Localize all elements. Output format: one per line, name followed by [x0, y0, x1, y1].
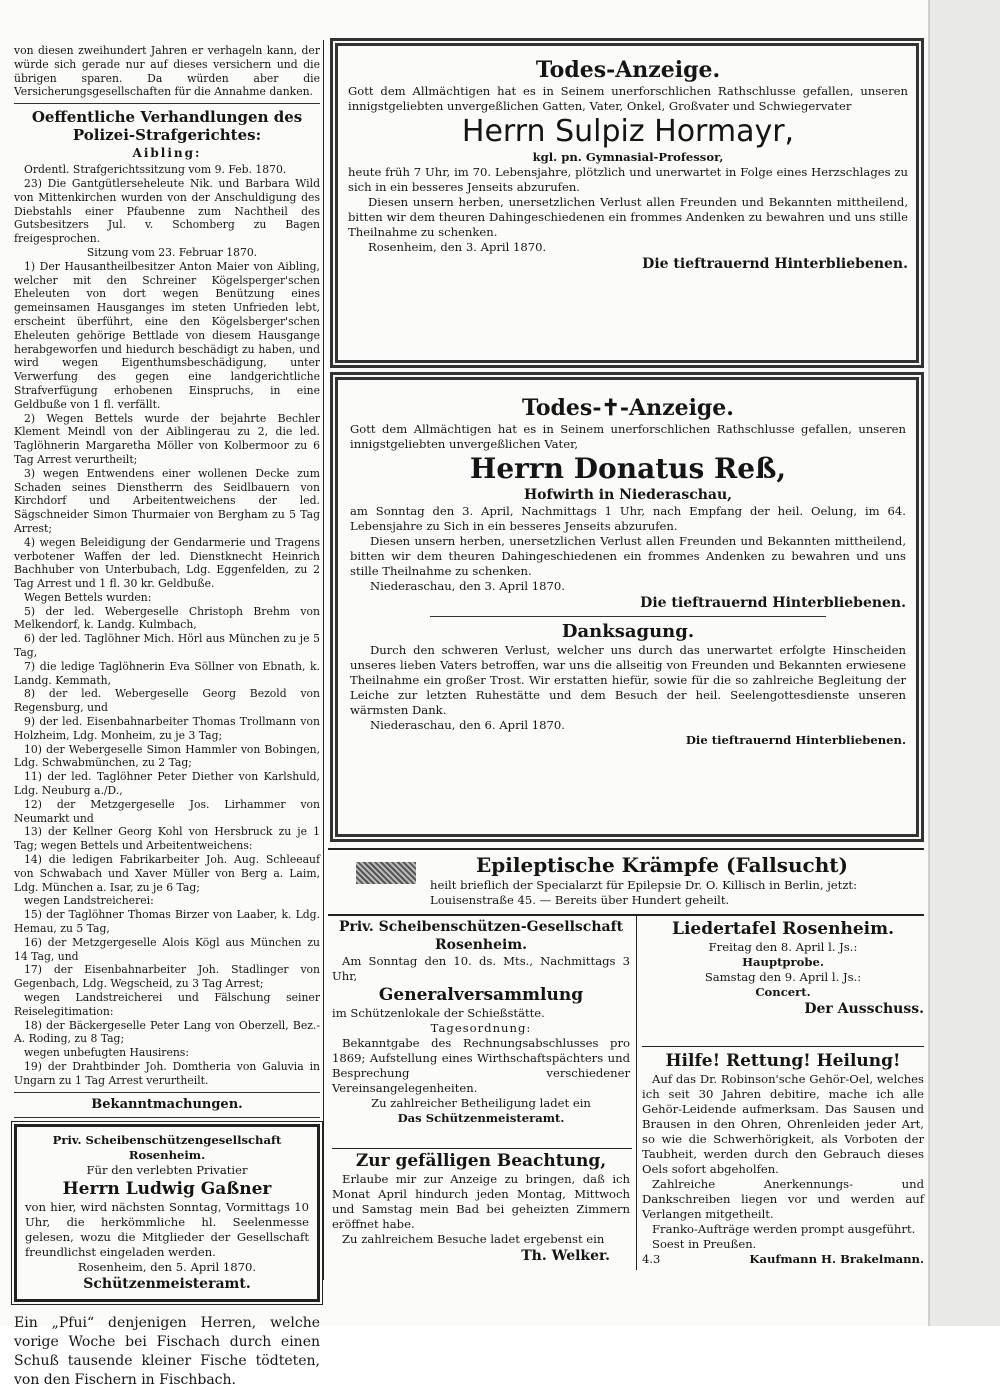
ad-sign: Der Ausschuss.	[804, 1001, 924, 1017]
ad-when: Am Sonntag den 10. ds. Mts., Nachmittags 3 Uhr,	[332, 954, 630, 983]
notice-text: Diesen unsern herben, unersetzlichen Verlust allen Freunden und Bekannten mittheilend, bitten wir dem theuren Dahingeschiedenen ein frommes Andenken zu bewahren und uns stille Theilnahme zu schenken.	[348, 195, 908, 239]
ad-sign: Kaufmann H. Brakelmann.	[749, 1252, 924, 1266]
shooting-club-notice	[14, 1124, 320, 1302]
thanks-title: Danksagung.	[561, 621, 695, 642]
notice-date: Rosenheim, den 3. April 1870.	[368, 240, 547, 254]
paragraph: 9) der led. Eisenbahnarbeiter Thomas Trollmann von Holzheim, Ldg. Monheim, zu je 3 Tag;	[14, 715, 320, 742]
paragraph: 14) die ledigen Fabrikarbeiter Joh. Aug. Schleeauf von Schwabach und Xaver Müller von Berg a. Laim, Ldg. München a. Isar, zu je 6 Tag;	[14, 853, 320, 894]
paragraph: Wegen Bettels wurden:	[24, 590, 152, 604]
ear-oil-ad	[642, 1050, 924, 1274]
liedertafel-ad	[642, 918, 924, 1044]
session-heading: Sitzung vom 23. Februar 1870.	[86, 245, 258, 259]
ad-text: Erlaube mir zur Anzeige zu bringen, daß ich Monat April hindurch jeden Montag, Mittwoch und Samstag mein Bad bei geheizten Zimmern eröffnet habe.	[332, 1172, 630, 1231]
paragraph: 19) der Drahtbinder Joh. Domtheria von Galuvia in Ungarn zu 1 Tag Arrest verurtheilt.	[14, 1059, 320, 1087]
decorative-block	[356, 862, 416, 884]
ad-title: Hilfe! Rettung! Heilung!	[665, 1051, 901, 1071]
notice-sign: Die tieftrauernd Hinterbliebenen.	[640, 595, 906, 611]
paragraph: 15) der Taglöhner Thomas Birzer von Laaber, k. Ldg. Hemau, zu 5 Tag,	[14, 908, 320, 936]
divider	[328, 914, 924, 916]
intro-text: von diesen zweihundert Jahren er verhageln kann, der würde sich gerade nur auf dieses versichern und die übrigen sparen. Da würden aber die Versicherungsgesellschaften für die Annahme danken.	[14, 44, 320, 99]
deceased-name: Herrn Donatus Reß,	[469, 452, 787, 485]
bath-notice-ad	[332, 1150, 630, 1274]
thanks-sign: Die tieftrauernd Hinterbliebenen.	[685, 733, 906, 747]
police-title: Oeffentliche Verhandlungen des Polizei-Strafgerichtes:	[31, 108, 303, 145]
divider	[328, 848, 924, 850]
ad-line: Freitag den 8. April l. Js.:	[708, 940, 858, 954]
ad-number: 4.3	[642, 1252, 661, 1266]
ad-text: heilt brieflich der Specialarzt für Epilepsie Dr. O. Killisch in Berlin, jetzt: Louisenstraße 45. — Bereits über Hundert geheilt.	[430, 878, 857, 907]
paragraph: wegen Landstreicherei:	[24, 894, 154, 908]
paragraph: 18) der Bäckergeselle Peter Lang von Oberzell, Bez.-A. Roding, zu 8 Tag;	[14, 1018, 320, 1046]
paragraph: 6) der led. Taglöhner Mich. Hörl aus München zu je 5 Tag,	[14, 632, 320, 660]
notice-title: Todes-✝-Anzeige.	[522, 395, 734, 421]
death-notice-ress	[350, 394, 906, 828]
paragraph: 3) wegen Entwendens einer wollenen Decke zum Schaden seines Dienstherrn des Seidlbauern von Kirchdorf und Arbeitentweichens der led. Sägschneider Simon Thurmaier von Bergham zu 5 Tag Arrest;	[14, 466, 320, 535]
ad-text: Franko-Aufträge werden prompt ausgeführt.	[652, 1222, 916, 1236]
ad-title: Liedertafel Rosenheim.	[671, 919, 894, 939]
paragraph: 4) wegen Beleidigung der Gendarmerie und Tragens verbotener Waffen der led. Dienstknecht Heinrich Bachhuber von Unterbubach, Ldg. Eggenfelden, zu 2 Tag Arrest und 1 fl. 30 kr. Geldbuße.	[14, 535, 320, 591]
pfui-notice: Ein „Pfui“ denjenigen Herren, welche vorige Woche bei Fischach durch einen Schuß tausende kleiner Fische tödteten, von den Fischern in Fischbach.	[14, 1314, 320, 1388]
notice-title: Priv. Scheibenschützengesellschaft Rosenheim.	[52, 1132, 282, 1162]
ad-place: Soest in Preußen.	[652, 1237, 757, 1251]
notice-intro: Gott dem Allmächtigen hat es in Seinem unerforschlichen Rathschlusse gefallen, unseren innigstgeliebten unvergeßlichen Vater,	[350, 422, 906, 451]
paragraph: 2) Wegen Bettels wurde der bejahrte Bechler Klement Meindl von der Aiblingerau zu 2, die led. Taglöhnerin Margaretha Möller von Kolbermoor zu 6 Tag Arrest verurtheilt;	[14, 411, 320, 466]
thanks-text: Durch den schweren Verlust, welcher uns durch das unerwartet erfolgte Hinscheiden unseres lieben Vaters betroffen, war uns die allseitig von Freunden und Bekannten erwiesene Theilnahme ein großer Trost. Wir erstatten hiefür, sowie für die so zahlreiche Begleitung der Leiche zur letzten Ruhestätte und dem Besuch der heil. Seelengottesdienste unseren wärmsten Dank.	[350, 643, 906, 717]
deceased-name: Herrn Sulpiz Hormayr,	[461, 114, 795, 149]
ad-invite: Zu zahlreicher Betheiligung ladet ein	[371, 1096, 591, 1110]
thanks-date: Niederaschau, den 6. April 1870.	[370, 718, 565, 732]
column-divider	[636, 916, 637, 1270]
paragraph: 1) Der Hausantheilbesitzer Anton Maier von Aibling, welcher mit den Schreiner Kögelsperger'schen Eheleuten von dort wegen Benützung eines gemeinsamen Hausganges im steten Unfrieden lebt, erscheint überführt, eine den Kögelsberger'schen Eheleuten gehörige Bettlade von diesem Hausgange herabgeworfen und hiedurch beschädigt zu haben, und wird wegen Eigenthumsbeschädigung, unter Verwerfung des gegen eine landgerichtliche Strafverfügung erhobenen Einspruchs, in eine Geldbuße von 1 fl. verfällt.	[14, 259, 320, 411]
ad-line: Hauptprobe.	[742, 955, 824, 969]
paragraph: 11) der led. Taglöhner Peter Diether von Karlshuld, Ldg. Neuburg a./D.,	[14, 770, 320, 798]
paragraph: 17) der Eisenbahnarbeiter Joh. Stadlinger von Gegenbach, Ldg. Wegscheid, zu 3 Tag Arrest;	[14, 963, 320, 991]
session-heading: Ordentl. Strafgerichtssitzung vom 9. Feb. 1870.	[24, 163, 287, 177]
page-edge	[928, 0, 1000, 1326]
ad-sign: Th. Welker.	[521, 1248, 610, 1264]
notice-intro: Gott dem Allmächtigen hat es in Seinem unerforschlichen Rathschlusse gefallen, unseren innigstgeliebten unvergeßlichen Gatten, Vater, Onkel, Großvater und Schwiegervater	[348, 84, 908, 113]
paragraph: 5) der led. Webergeselle Christoph Brehm von Melkendorf, k. Landg. Kulmbach,	[14, 604, 320, 632]
ad-text: Zahlreiche Anerkennungs- und Dankschreiben liegen vor und werden auf Verlangen mitgetheilt.	[642, 1177, 924, 1221]
ad-invite: Zu zahlreichem Besuche ladet ergebenst ein	[342, 1232, 605, 1246]
ad-text: Auf das Dr. Robinson'sche Gehör-Oel, welches ich seit 30 Jahren debitire, mache ich alle Gehör-Leidende aufmerksam. Das Sausen und Brausen in den Ohren, Ohrenleiden jeder Art, so wie die Schwerhörigkeit, als Vorboten der Taubheit, werden durch den Gebrauch dieses Oels sofort abgeholfen.	[642, 1072, 924, 1176]
notice-text: Diesen unsern herben, unersetzlichen Verlust allen Freunden und Bekannten mittheilend, bitten wir dem theuren Dahingeschiedenen ein frommes Andenken zu bewahren und uns stille Theilnahme zu schenken.	[350, 534, 906, 578]
ad-headline: Generalversammlung	[378, 985, 584, 1005]
paragraph: 13) der Kellner Georg Kohl von Hersbruck zu je 1 Tag; wegen Bettels und Arbeitentweichens:	[14, 825, 320, 853]
notice-sign: Schützenmeisteramt.	[83, 1275, 251, 1292]
notice-line: Für den verlebten Privatier	[86, 1162, 248, 1177]
divider	[14, 1092, 320, 1093]
notice-sign: Die tieftrauernd Hinterbliebenen.	[642, 256, 908, 272]
notice-date: Niederaschau, den 3. April 1870.	[370, 579, 565, 593]
divider	[14, 1117, 320, 1118]
epilepsy-ad	[340, 852, 924, 912]
shooting-club-meeting-ad	[332, 918, 630, 1148]
notice-title: Todes-Anzeige.	[535, 57, 721, 83]
notice-text: am Sonntag den 3. April, Nachmittags 1 Uhr, nach Empfang der heil. Oelung, im 64. Lebensjahre zu Sich in ein besseres Jenseits abzurufen.	[350, 504, 906, 533]
paragraph: 16) der Metzgergeselle Alois Kögl aus München zu 14 Tag, und	[14, 935, 320, 963]
divider	[642, 1046, 924, 1047]
paragraph: 10) der Webergeselle Simon Hammler von Bobingen, Ldg. Schwabmünchen, zu 2 Tag;	[14, 742, 320, 770]
death-notice-hormayr	[348, 56, 908, 352]
paragraph: 7) die ledige Taglöhnerin Eva Söllner von Ebnath, k. Landg. Kemmath,	[14, 659, 320, 687]
divider	[430, 616, 826, 617]
agenda-title: Tagesordnung:	[430, 1021, 532, 1035]
paragraph: 23) Die Gantgütlerseheleute Nik. und Barbara Wild von Mittenkirchen wurden von der Anschuldigung des Diebstahls einer Pfaubenne zum Nachtheil des Gutsbesitzers Jul. v. Schomberg zu Bagen freigesprochen.	[14, 176, 320, 246]
ad-title: Priv. Scheibenschützen-Gesellschaft Rosenheim.	[338, 919, 624, 953]
announcements-title: Bekanntmachungen.	[91, 1096, 243, 1112]
column-divider	[323, 40, 324, 1280]
paragraph: wegen unbefugten Hausirens:	[24, 1046, 189, 1060]
divider	[14, 103, 320, 104]
ad-title: Epileptische Krämpfe (Fallsucht)	[476, 853, 848, 877]
ad-sign: Das Schützenmeisteramt.	[397, 1111, 565, 1125]
deceased-role: Hofwirth in Niederaschau,	[523, 487, 733, 503]
notice-text: heute früh 7 Uhr, im 70. Lebensjahre, plötzlich und unerwartet in Folge eines Herzschlages zu sich in ein besseres Jenseits abzurufen.	[348, 165, 908, 194]
notice-date: Rosenheim, den 5. April 1870.	[77, 1259, 257, 1274]
notice-text: von hier, wird nächsten Sonntag, Vormittags 10 Uhr, die herkömmliche hl. Seelenmesse gelesen, wozu die Mitglieder der Gesellschaft freundlichst eingeladen werden.	[25, 1199, 309, 1259]
ad-where: im Schützenlokale der Schießstätte.	[332, 1006, 545, 1020]
paragraph: 8) der led. Webergeselle Georg Bezold von Regensburg, und	[14, 687, 320, 715]
paragraph: 12) der Metzgergeselle Jos. Lirhammer von Neumarkt und	[14, 797, 320, 825]
left-column	[14, 44, 320, 1388]
notice-name: Herrn Ludwig Gaßner	[62, 1178, 272, 1199]
agenda-text: Bekanntgabe des Rechnungsabschlusses pro 1869; Aufstellung eines Wirthschaftspächters und Besprechung verschiedener Vereinsangelegenheiten.	[332, 1036, 630, 1095]
ad-title: Zur gefälligen Beachtung,	[355, 1151, 607, 1171]
ad-line: Concert.	[755, 985, 811, 999]
ad-line: Samstag den 9. April l. Js.:	[704, 970, 862, 984]
divider	[332, 1148, 632, 1149]
deceased-role: kgl. pn. Gymnasial-Professor,	[532, 150, 724, 164]
place-heading: Aibling:	[132, 146, 202, 161]
paragraph: wegen Landstreicherei und Fälschung seiner Reiselegitimation:	[14, 991, 320, 1018]
